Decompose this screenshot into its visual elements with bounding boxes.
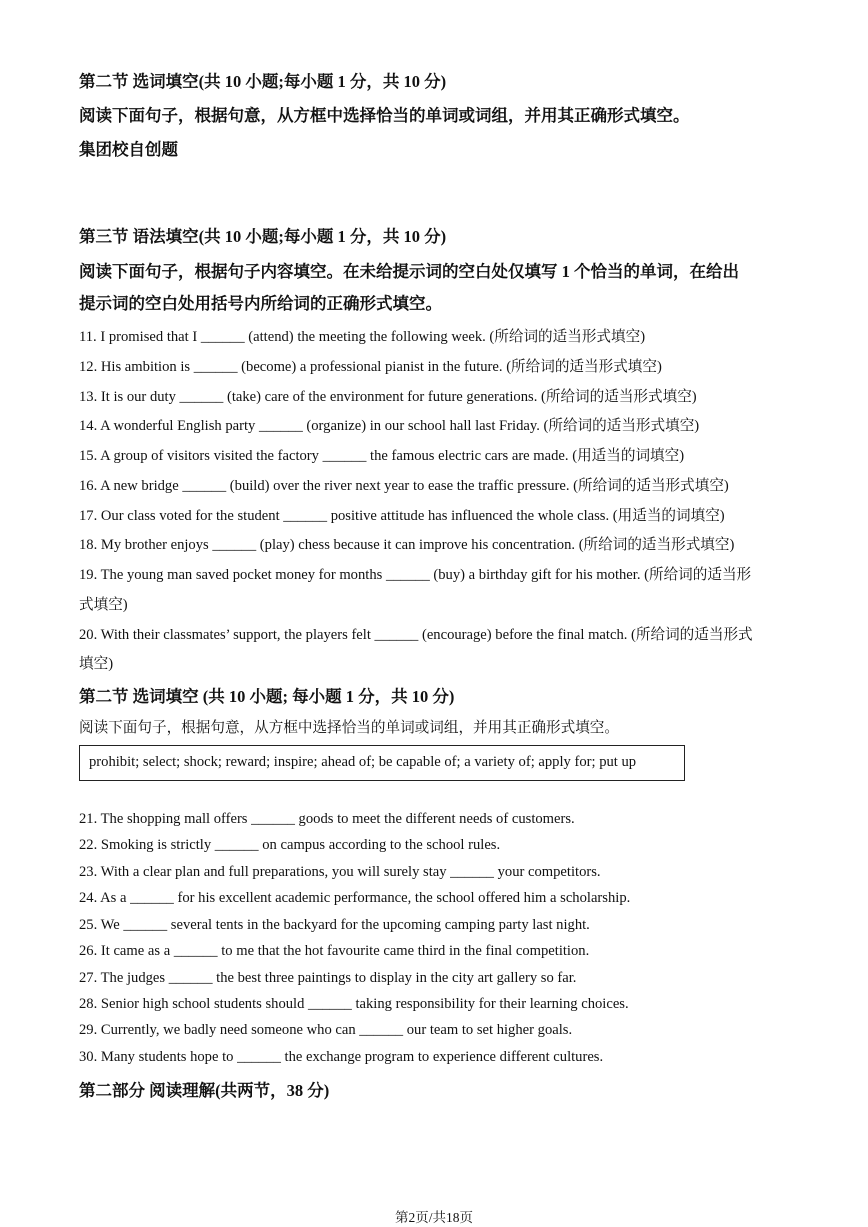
section-heading: 第二节 选词填空(共 10 小题;每小题 1 分，共 10 分) (79, 72, 447, 91)
question-item: 22. Smoking is strictly ______ on campus according to the school rules. (79, 837, 501, 853)
part-heading: 第二部分 阅读理解(共两节，38 分) (79, 1081, 330, 1100)
question-item: 28. Senior high school students should ______ taking responsibility for their learning choices. (79, 996, 629, 1012)
question-item: 18. My brother enjoys ______ (play) chess because it can improve his concentration. (所给词的适当形式填空) (79, 537, 735, 553)
question-item: 29. Currently, we badly need someone who can ______ our team to set higher goals. (79, 1022, 573, 1038)
question-item: 17. Our class voted for the student ______ positive attitude has influenced the whole class. (用适当的词填空) (79, 508, 725, 524)
question-item: 30. Many students hope to ______ the exchange program to experience different cultures. (79, 1049, 604, 1065)
question-item: 15. A group of visitors visited the factory ______ the famous electric cars are made. (用适当的词填空) (79, 448, 685, 464)
section-note: 集团校自创题 (79, 140, 178, 159)
section-instruction: 阅读下面句子，根据句子内容填空。在未给提示词的空白处仅填写 1 个恰当的单词，在给出 (79, 262, 739, 281)
word-box (79, 745, 685, 781)
section-heading: 第二节 选词填空 (共 10 小题; 每小题 1 分，共 10 分) (79, 687, 455, 706)
question-item: 20. With their classmates’ support, the players felt ______ (encourage) before the final match. (所给词的适当形式 (79, 627, 753, 643)
question-item: 27. The judges ______ the best three paintings to display in the city art gallery so far. (79, 970, 577, 986)
question-item: 14. A wonderful English party ______ (organize) in our school hall last Friday. (所给词的适当形式填空) (79, 418, 700, 434)
question-item: 13. It is our duty ______ (take) care of the environment for future generations. (所给词的适当形式填空) (79, 389, 697, 405)
question-item: 21. The shopping mall offers ______ goods to meet the different needs of customers. (79, 811, 575, 827)
question-item: 23. With a clear plan and full preparations, you will surely stay ______ your competitors. (79, 864, 601, 880)
question-item: 24. As a ______ for his excellent academic performance, the school offered him a scholarship. (79, 890, 631, 906)
question-item: 12. His ambition is ______ (become) a professional pianist in the future. (所给词的适当形式填空) (79, 359, 662, 375)
question-item-continued: 式填空) (79, 597, 128, 613)
page-number: 第2页/共18页 (394, 1210, 473, 1225)
section-instruction: 提示词的空白处用括号内所给词的正确形式填空。 (79, 294, 442, 313)
question-item: 26. It came as a ______ to me that the hot favourite came third in the final competition. (79, 943, 590, 959)
section-instruction: 阅读下面句子，根据句意，从方框中选择恰当的单词或词组，并用其正确形式填空。 (79, 720, 619, 736)
section-heading: 第三节 语法填空(共 10 小题;每小题 1 分，共 10 分) (79, 227, 447, 246)
question-item: 16. A new bridge ______ (build) over the river next year to ease the traffic pressure. (所给词的适当形式填空) (79, 478, 729, 494)
question-item: 19. The young man saved pocket money for months ______ (buy) a birthday gift for his mother. (所给词的适当形 (79, 567, 752, 583)
section-instruction: 阅读下面句子，根据句意，从方框中选择恰当的单词或词组，并用其正确形式填空。 (79, 106, 690, 125)
question-item-continued: 填空) (79, 656, 114, 672)
word-box-text: prohibit; select; shock; reward; inspire; ahead of; be capable of; a variety of; apply for; put up (89, 754, 637, 770)
question-item: 25. We ______ several tents in the backyard for the upcoming camping party last night. (79, 917, 590, 933)
question-item: 11. I promised that I ______ (attend) the meeting the following week. (所给词的适当形式填空) (79, 329, 646, 345)
